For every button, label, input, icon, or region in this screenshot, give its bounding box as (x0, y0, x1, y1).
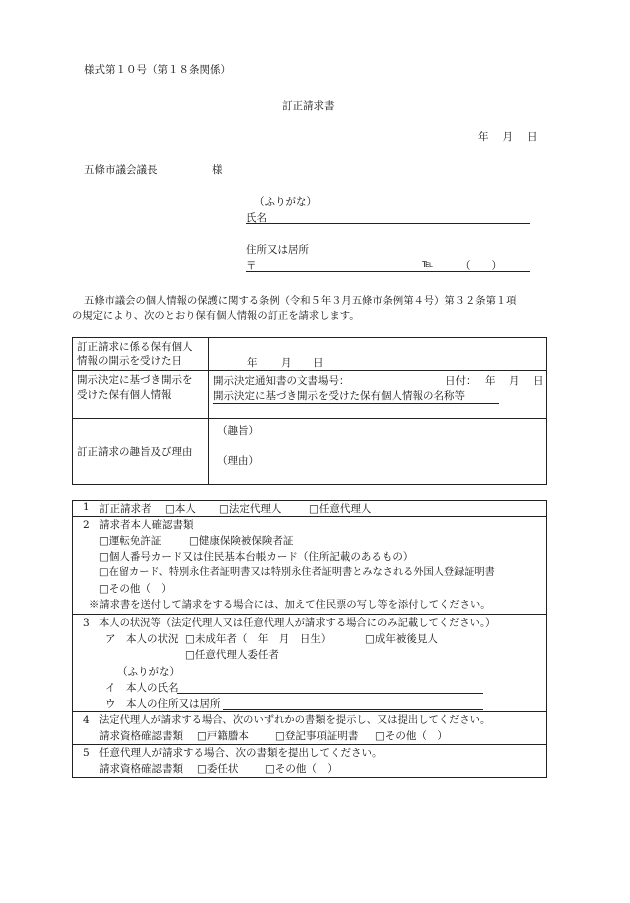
address-label: 住所又は居所 (246, 244, 309, 256)
furigana-label: （ふりがな） (254, 196, 317, 208)
option-delegator[interactable]: □任意代理人委任者 (185, 649, 279, 661)
page-title: 訂正請求書 (282, 100, 335, 112)
intro-line-2: の規定により、次のとおり保有個人情報の訂正を請求します。 (72, 310, 360, 322)
principal-name-field[interactable] (177, 693, 483, 694)
requester-detail-table (72, 500, 547, 778)
option-other-id[interactable]: □その他（ ） (99, 583, 172, 595)
intro-line-1: 五條市議会の個人情報の保護に関する条例（令和５年３月五條市条例第４号）第３２条第１項 (84, 295, 517, 307)
option-residence-card[interactable]: □在留カード、特別永住者証明書又は特別永住者証明書とみなされる外国人登録証明書 (99, 567, 495, 578)
option-mynumber[interactable]: □個人番号カード又は住民基本台帳カード（住所記載のあるもの） (99, 551, 414, 563)
form-number: 様式第１０号（第１８条関係） (84, 64, 231, 76)
date-month: 月 (502, 131, 513, 143)
option-other-voluntary[interactable]: □その他（ ） (265, 763, 338, 775)
option-adult-ward[interactable]: □成年被後見人 (365, 633, 438, 645)
option-power-of-attorney[interactable]: □委任状 (197, 763, 239, 775)
option-voluntary-agent[interactable]: □任意代理人 (309, 503, 372, 515)
option-registry-cert[interactable]: □登記事項証明書 (275, 730, 359, 742)
section-3: 3 本人の状況等（法定代理人又は任意代理人が請求する場合にのみ記載してください。） ア 本人の状況 □未成年者（ 年 月 日生） □成年被後見人 □任意代理人委任者 （ふりがな） イ 本人の氏名 ウ 本人の住所又は居所 (73, 615, 547, 712)
disclosed-info-label: 開示決定に基づき開示を 受けた保有個人情報 (73, 371, 209, 419)
option-license[interactable]: □運転免許証 (99, 535, 162, 547)
section-4: 4 法定代理人が請求する場合、次のいずれかの書類を提示し、又は提出してください。 請求資格確認書類 □戸籍謄本 □登記事項証明書 □その他（ ） (73, 712, 547, 745)
date-line (478, 129, 538, 144)
option-legal-agent[interactable]: □法定代理人 (219, 503, 282, 515)
section-2: 2 請求者本人確認書類 □運転免許証 □健康保険被保険者証 □個人番号カード又は住民基本台帳カード（住所記載のあるもの） □在留カード、特別永住者証明書又は特別永住者証明書とみなされる外国人登録証明書 □その他（ ） ※請求書を送付して請求をする場合には、加えて住民票の写し等を添付してください。 (73, 517, 547, 615)
addressee-name: 五條市議会議長 (84, 164, 158, 176)
postal-mark: 〒 (246, 260, 257, 272)
date-year: 年 (478, 131, 489, 143)
table-row (73, 371, 547, 419)
option-family-register[interactable]: □戸籍謄本 (197, 730, 249, 742)
principal-address-field[interactable] (223, 709, 483, 710)
option-other-legal[interactable]: □その他（ ） (375, 730, 448, 742)
table-row (73, 338, 547, 371)
name-field[interactable] (246, 210, 530, 224)
option-insurance[interactable]: □健康保険被保険者証 (189, 535, 294, 547)
disclosed-info-field[interactable]: 開示決定通知書の文書場号： 日付： 年 月 日 開示決定に基づき開示を受けた保有個人情報の名称等 (209, 371, 547, 419)
tel-mark: ℡ (422, 258, 434, 270)
disclosure-date-label: 訂正請求に係る保有個人 情報の開示を受けた日 (73, 338, 209, 371)
purpose-reason-label: 訂正請求の趣旨及び理由 (73, 419, 209, 485)
mail-note: ※請求書を送付して請求をする場合には、加えて住民票の写し等を添付してください。 (89, 599, 491, 611)
addressee-honorific: 様 (212, 164, 223, 176)
name-label: 氏名 (246, 212, 267, 224)
request-table (72, 337, 547, 485)
date-day: 日 (527, 131, 538, 143)
purpose-reason-field[interactable]: （趣旨） （理由） (209, 419, 547, 485)
table-row (73, 419, 547, 485)
section-1: 1 訂正請求者 □本人 □法定代理人 □任意代理人 (73, 501, 547, 517)
option-minor[interactable]: □未成年者（ 年 月 日生） (185, 633, 332, 645)
section-5: 5 任意代理人が請求する場合、次の書類を提出してください。 請求資格確認書類 □委任状 □その他（ ） (73, 745, 547, 778)
address-field[interactable] (246, 258, 530, 272)
option-self[interactable]: □本人 (165, 503, 196, 515)
tel-paren: （ ） (460, 260, 502, 272)
disclosure-date-field[interactable]: 年 月 日 (209, 338, 547, 371)
